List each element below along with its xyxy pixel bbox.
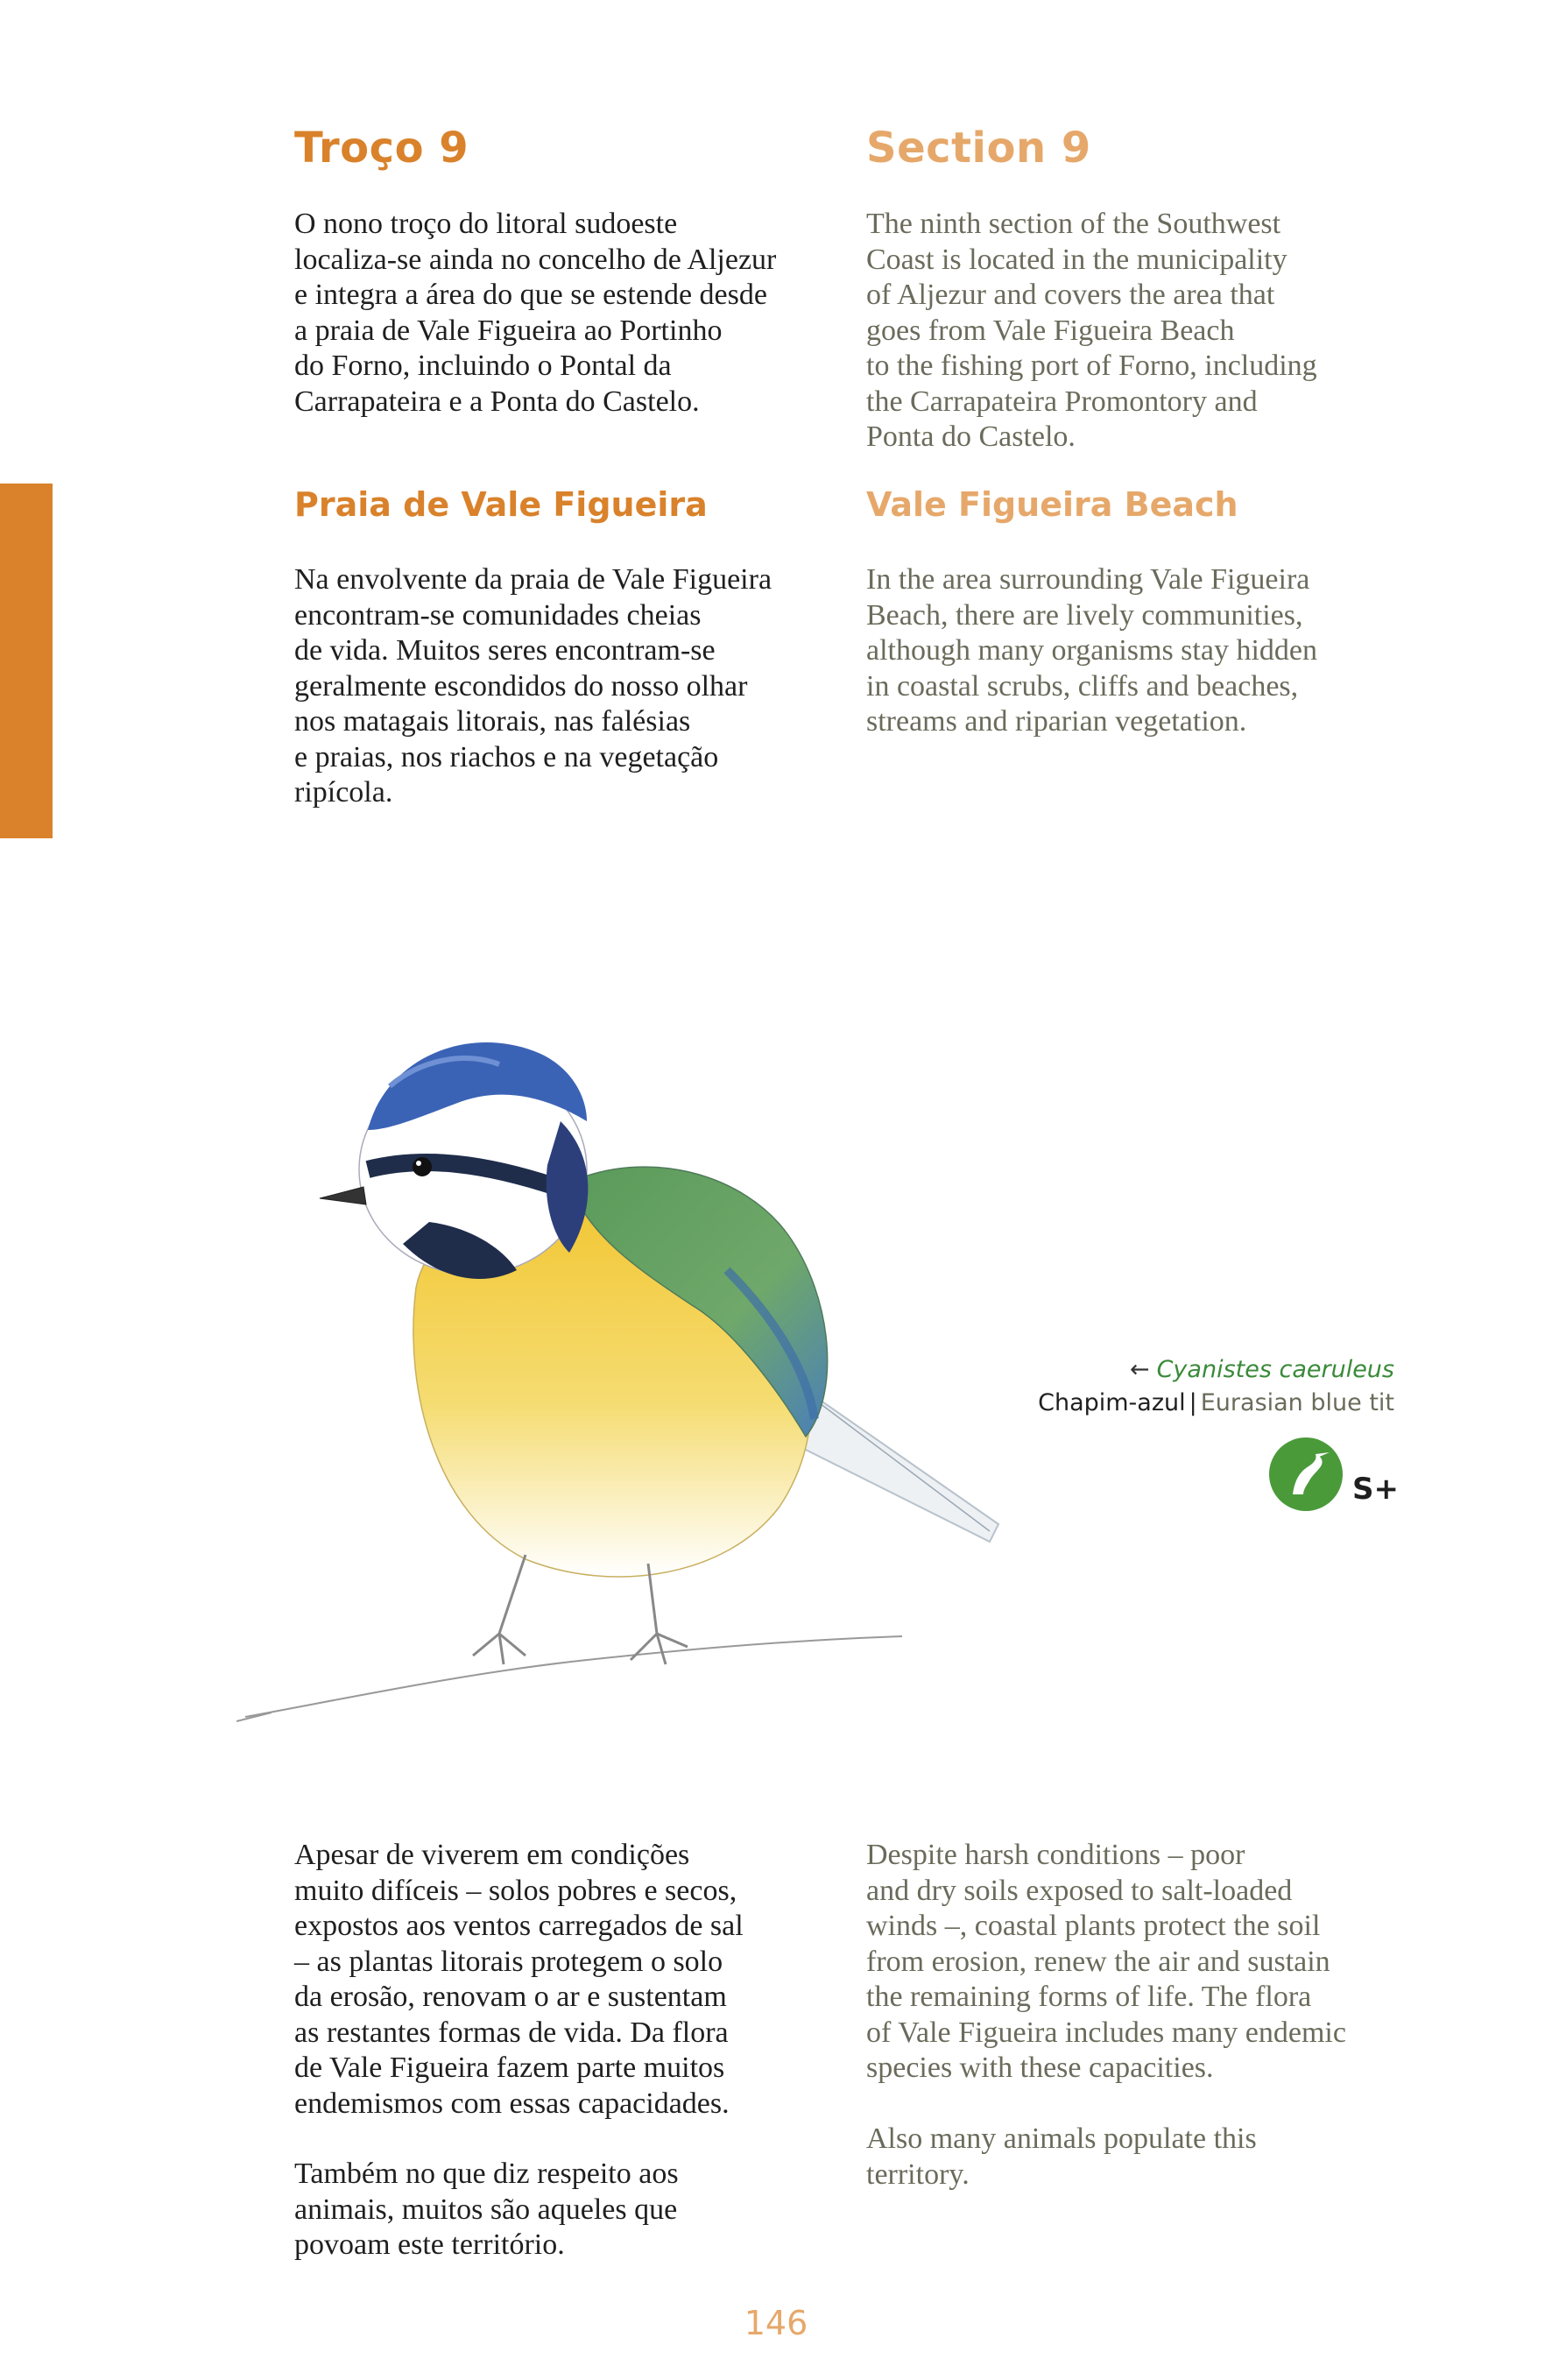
blue-tit-illustration bbox=[236, 981, 1077, 1734]
common-name-pt: Chapim-azul bbox=[1038, 1389, 1186, 1416]
paragraph-pt-1: Na envolvente da praia de Vale Figueira encontram-se comunidades cheias de vida. Muitos seres encontram-se geralmente escondidos do nosso olhar nos matagais litorais, nas falésias e praias, nos riachos e na vegetação ripícola. bbox=[294, 563, 772, 809]
intro-text-pt: O nono troço do litoral sudoeste localiza-se ainda no concelho de Aljezur e integra a área do que se estende desde a praia de Vale Figueira ao Portinho do Forno, incluindo o Pontal da Carrapateira e a Ponta do Castelo. bbox=[294, 208, 777, 418]
species-caption bbox=[1038, 1353, 1394, 1420]
scientific-name: Cyanistes caeruleus bbox=[1156, 1356, 1394, 1383]
scientific-name-line bbox=[1038, 1353, 1394, 1387]
page-number: 146 bbox=[744, 2304, 808, 2342]
section-tab-marker bbox=[0, 484, 53, 838]
subtitle-pt: Praia de Vale Figueira bbox=[294, 485, 708, 524]
common-name-line bbox=[1038, 1387, 1394, 1420]
common-name-en: Eurasian blue tit bbox=[1200, 1389, 1394, 1416]
paragraph-pt-3: Também no que diz respeito aos animais, muitos são aqueles que povoam este território. bbox=[294, 2158, 679, 2261]
badge-label: S+ bbox=[1352, 1472, 1399, 1507]
section-title-pt: Troço 9 bbox=[294, 124, 469, 173]
name-separator: | bbox=[1189, 1389, 1197, 1416]
paragraph-pt-2: Apesar de viverem em condições muito difíceis – solos pobres e secos, expostos aos ventos carregados de sal – as plantas litorais protegem o solo da erosão, renovam o ar e sustentam as restantes formas de vida. Da flora de Vale Figueira fazem parte muitos endemismos com essas capacidades. bbox=[294, 1839, 744, 2120]
bird-badge-icon bbox=[1268, 1437, 1344, 1512]
paragraph-en-2: Despite harsh conditions – poor and dry soils exposed to salt-loaded winds –, coastal plants protect the soil from erosion, renew the air and sustain the remaining forms of life. The flora of Vale Figueira includes many endemic species with these capacities. bbox=[866, 1839, 1346, 2084]
section-title-en: Section 9 bbox=[866, 124, 1091, 173]
intro-text-en: The ninth section of the Southwest Coast is located in the municipality of Aljezur and covers the area that goes from Vale Figueira Beach to the fishing port of Forno, including the Carrapateira Promontory and Ponta do Castelo. bbox=[866, 208, 1317, 453]
subtitle-en: Vale Figueira Beach bbox=[866, 485, 1238, 524]
paragraph-en-1: In the area surrounding Vale Figueira Beach, there are lively communities, although many organisms stay hidden in coastal scrubs, cliffs and beaches, streams and riparian vegetation. bbox=[866, 563, 1317, 738]
arrow-left-icon: ← bbox=[1129, 1356, 1150, 1383]
paragraph-en-3: Also many animals populate this territory. bbox=[866, 2122, 1257, 2191]
